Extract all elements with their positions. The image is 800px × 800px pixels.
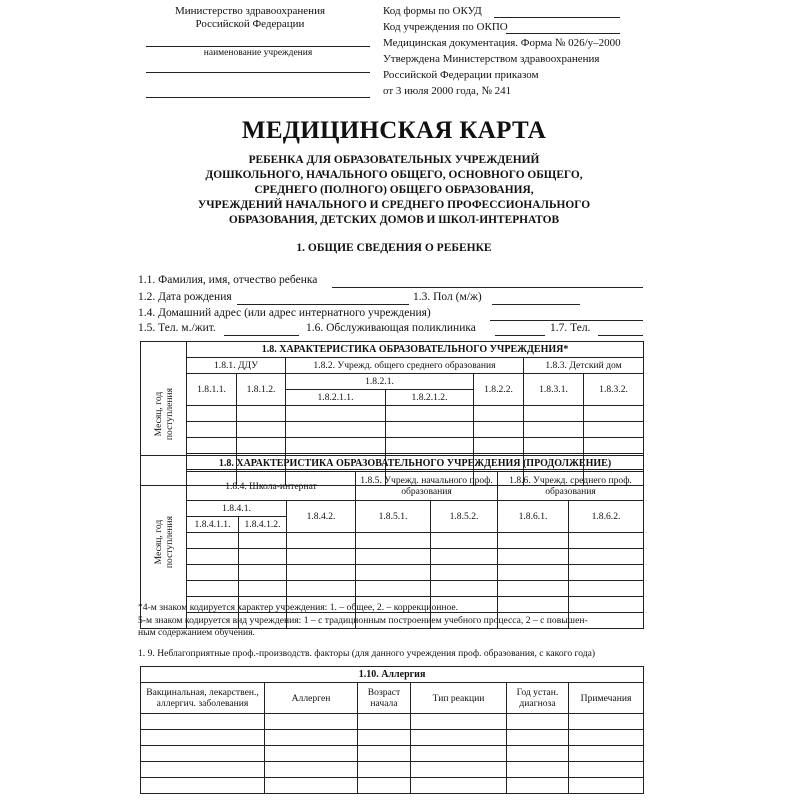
- table2-caption: 1.8. ХАРАКТЕРИСТИКА ОБРАЗОВАТЕЛЬНОГО УЧРЕЖДЕНИЯ (ПРОДОЛЖЕНИЕ): [187, 456, 644, 472]
- cell[interactable]: [474, 422, 524, 438]
- cell[interactable]: [569, 778, 644, 794]
- h-1-8-3-2: 1.8.3.2.: [584, 374, 644, 406]
- cell[interactable]: [358, 730, 411, 746]
- h-1-8-2-2: 1.8.2.2.: [474, 374, 524, 406]
- table2-side-label: Месяц, год поступления: [152, 515, 175, 569]
- institution-caption: наименование учреждения: [203, 48, 313, 58]
- h-1-8-5: [356, 472, 498, 501]
- cell[interactable]: [187, 422, 237, 438]
- cell[interactable]: [474, 438, 524, 454]
- cell[interactable]: [141, 746, 265, 762]
- document-title: МЕДИЦИНСКАЯ КАРТА: [241, 117, 547, 144]
- cell[interactable]: [237, 406, 286, 422]
- table-row: [141, 565, 644, 581]
- subtitle-line1: РЕБЕНКА ДЛЯ ОБРАЗОВАТЕЛЬНЫХ УЧРЕЖДЕНИЙ: [248, 154, 540, 166]
- cell[interactable]: [265, 762, 358, 778]
- field-1-4-label: 1.4. Домашний адрес (или адрес интернатного учреждения): [138, 307, 431, 319]
- cell[interactable]: [386, 438, 474, 454]
- cell[interactable]: [386, 422, 474, 438]
- cell[interactable]: [239, 533, 287, 549]
- cell[interactable]: [524, 406, 584, 422]
- allergy-col-notes: Примечания: [569, 683, 644, 714]
- cell[interactable]: [584, 422, 644, 438]
- h-1-8-5-1: 1.8.5.1.: [356, 501, 431, 533]
- subtitle-line3: СРЕДНЕГО (ПОЛНОГО) ОБЩЕГО ОБРАЗОВАНИЯ,: [254, 184, 534, 196]
- okpo-field[interactable]: [506, 33, 620, 34]
- h-1-8-4-2: 1.8.4.2.: [287, 501, 356, 533]
- cell[interactable]: [411, 762, 507, 778]
- field-1-3-label: 1.3. Пол (м/ж): [413, 291, 482, 303]
- form-page: [120, 0, 668, 800]
- cell[interactable]: [358, 746, 411, 762]
- h-1-8-5-text: 1.8.5. Учрежд. начального проф. образования: [360, 475, 493, 497]
- cell[interactable]: [239, 565, 287, 581]
- cell[interactable]: [141, 762, 265, 778]
- cell[interactable]: [265, 714, 358, 730]
- cell[interactable]: [584, 438, 644, 454]
- cell[interactable]: [286, 422, 386, 438]
- cell[interactable]: [141, 730, 265, 746]
- cell[interactable]: [411, 714, 507, 730]
- cell[interactable]: [286, 406, 386, 422]
- h-1-8-5-2: 1.8.5.2.: [431, 501, 498, 533]
- cell[interactable]: [141, 714, 265, 730]
- field-1-9-label: 1. 9. Неблагоприятные проф.-производств. факторы (для данного учреждения проф. образования, с какого года): [138, 648, 596, 659]
- field-1-2-label: 1.2. Дата рождения: [138, 291, 232, 303]
- h-1-8-4-1: 1.8.4.1.: [187, 501, 287, 517]
- field-1-1-label: 1.1. Фамилия, имя, отчество ребенка: [138, 274, 318, 286]
- h-1-8-6-1: 1.8.6.1.: [498, 501, 569, 533]
- cell[interactable]: [411, 778, 507, 794]
- cell[interactable]: [265, 778, 358, 794]
- h-1-8-3-1: 1.8.3.1.: [524, 374, 584, 406]
- allergy-col-onset-age: Возраст начала: [358, 683, 411, 714]
- cell[interactable]: [569, 714, 644, 730]
- h-1-8-4-1-2: 1.8.4.1.2.: [239, 517, 287, 533]
- cell[interactable]: [386, 406, 474, 422]
- h-1-8-2-1-2: 1.8.2.1.2.: [386, 390, 474, 406]
- cell[interactable]: [287, 533, 356, 549]
- cell[interactable]: [498, 549, 569, 565]
- cell[interactable]: [237, 438, 286, 454]
- h-1-8-2-1-1: 1.8.2.1.1.: [286, 390, 386, 406]
- h-1-8-1-2: 1.8.1.2.: [237, 374, 286, 406]
- cell[interactable]: [187, 549, 239, 565]
- cell[interactable]: [431, 533, 498, 549]
- cell[interactable]: [569, 746, 644, 762]
- cell[interactable]: [187, 533, 239, 549]
- cell[interactable]: [187, 406, 237, 422]
- table-row: [141, 533, 644, 549]
- table-row: [141, 714, 644, 730]
- h-1-8-3: 1.8.3. Детский дом: [524, 358, 644, 374]
- cell[interactable]: [356, 565, 431, 581]
- cell[interactable]: [286, 438, 386, 454]
- okpo-label: Код учреждения по ОКПО: [383, 21, 508, 33]
- footnote-3: ным содержанием обучения.: [138, 627, 255, 638]
- cell[interactable]: [507, 746, 569, 762]
- field-1-6-label: 1.6. Обслуживающая поликлиника: [306, 322, 476, 334]
- subtitle-line2: ДОШКОЛЬНОГО, НАЧАЛЬНОГО ОБЩЕГО, ОСНОВНОГО ОБЩЕГО,: [205, 169, 583, 181]
- cell[interactable]: [507, 730, 569, 746]
- approved-line1: Утверждена Министерством здравоохранения: [383, 53, 600, 65]
- cell[interactable]: [356, 581, 431, 597]
- cell[interactable]: [569, 533, 644, 549]
- h-1-8-1-1: 1.8.1.1.: [187, 374, 237, 406]
- h-1-8-4-1-1: 1.8.4.1.1.: [187, 517, 239, 533]
- cell[interactable]: [358, 778, 411, 794]
- cell[interactable]: [431, 565, 498, 581]
- subtitle-line4: УЧРЕЖДЕНИЙ НАЧАЛЬНОГО И СРЕДНЕГО ПРОФЕССИОНАЛЬНОГО: [197, 199, 591, 211]
- h-1-8-6-2: 1.8.6.2.: [569, 501, 644, 533]
- cell[interactable]: [287, 581, 356, 597]
- cell[interactable]: [569, 762, 644, 778]
- h-1-8-6: [498, 472, 644, 501]
- cell[interactable]: [356, 533, 431, 549]
- field-1-2-input[interactable]: [237, 304, 409, 305]
- okud-label: Код формы по ОКУД: [383, 5, 482, 17]
- okud-field[interactable]: [494, 17, 620, 18]
- cell[interactable]: [524, 438, 584, 454]
- cell[interactable]: [411, 746, 507, 762]
- cell[interactable]: [237, 422, 286, 438]
- field-1-7-label: 1.7. Тел.: [550, 322, 591, 334]
- allergy-col-diagnosis-year: Год устан. диагноза: [507, 683, 569, 714]
- field-1-3-input[interactable]: [492, 304, 580, 305]
- cell[interactable]: [569, 549, 644, 565]
- cell[interactable]: [507, 778, 569, 794]
- ministry-block: [160, 5, 340, 31]
- cell[interactable]: [265, 730, 358, 746]
- field-1-1-input[interactable]: [332, 287, 643, 288]
- field-1-5-input[interactable]: [224, 335, 299, 336]
- ministry-line2: Российской Федерации: [195, 18, 305, 30]
- ministry-line1: Министерство здравоохранения: [174, 5, 326, 17]
- cell[interactable]: [474, 406, 524, 422]
- table-row: [141, 762, 644, 778]
- cell[interactable]: [187, 581, 239, 597]
- cell[interactable]: [411, 730, 507, 746]
- cell[interactable]: [431, 581, 498, 597]
- table-row: [141, 581, 644, 597]
- table-row: [141, 746, 644, 762]
- table-row: [141, 422, 644, 438]
- cell[interactable]: [287, 565, 356, 581]
- h-1-8-1: 1.8.1. ДДУ: [187, 358, 286, 374]
- cell[interactable]: [569, 730, 644, 746]
- cell[interactable]: [498, 581, 569, 597]
- cell[interactable]: [358, 714, 411, 730]
- field-1-4-input[interactable]: [490, 320, 643, 321]
- approved-line3: от 3 июля 2000 года, № 241: [383, 85, 512, 97]
- subtitle-line5: ОБРАЗОВАНИЯ, ДЕТСКИХ ДОМОВ И ШКОЛ-ИНТЕРНАТОВ: [228, 214, 560, 226]
- cell[interactable]: [584, 406, 644, 422]
- cell[interactable]: [431, 549, 498, 565]
- cell[interactable]: [187, 565, 239, 581]
- institution-line-2[interactable]: [146, 72, 370, 73]
- allergy-caption: 1.10. Аллергия: [141, 667, 644, 683]
- allergy-col-allergen: Аллерген: [265, 683, 358, 714]
- cell[interactable]: [141, 778, 265, 794]
- table-row: [141, 730, 644, 746]
- h-1-8-4: 1.8.4. Школа-интернат: [187, 472, 356, 501]
- cell[interactable]: [287, 549, 356, 565]
- footnote-2: 5-м знаком кодируется вид учреждения: 1 – с традиционным построением учебного процесса, 2 – с повышен-: [138, 615, 588, 626]
- cell[interactable]: [498, 533, 569, 549]
- cell[interactable]: [239, 549, 287, 565]
- cell[interactable]: [507, 762, 569, 778]
- cell[interactable]: [187, 438, 237, 454]
- form-number: Медицинская документация. Форма № 026/у–2000: [383, 37, 621, 49]
- cell[interactable]: [239, 581, 287, 597]
- table1-caption: 1.8. ХАРАКТЕРИСТИКА ОБРАЗОВАТЕЛЬНОГО УЧРЕЖДЕНИЯ*: [187, 342, 644, 358]
- cell[interactable]: [524, 422, 584, 438]
- allergy-col-reaction-type: Тип реакции: [411, 683, 507, 714]
- table-row: [141, 549, 644, 565]
- cell[interactable]: [569, 581, 644, 597]
- cell[interactable]: [265, 746, 358, 762]
- table-row: [141, 406, 644, 422]
- cell[interactable]: [356, 549, 431, 565]
- institution-line-3[interactable]: [146, 97, 370, 98]
- table1-side-label: Месяц, год поступления: [152, 387, 175, 440]
- approved-line2: Российской Федерации приказом: [383, 69, 539, 81]
- table-row: [141, 438, 644, 454]
- cell[interactable]: [498, 565, 569, 581]
- footnote-1: *4-м знаком кодируется характер учреждения: 1. – общее, 2. – коррекционное.: [138, 602, 459, 613]
- table-row: [141, 778, 644, 794]
- cell[interactable]: [498, 597, 569, 613]
- cell[interactable]: [569, 565, 644, 581]
- field-1-7-input[interactable]: [598, 335, 643, 336]
- cell[interactable]: [569, 597, 644, 613]
- cell[interactable]: [358, 762, 411, 778]
- field-1-5-label: 1.5. Тел. м./жит.: [138, 322, 216, 334]
- section1-heading: 1. ОБЩИЕ СВЕДЕНИЯ О РЕБЕНКЕ: [296, 242, 492, 254]
- h-1-8-2-1: 1.8.2.1.: [286, 374, 474, 390]
- cell[interactable]: [507, 714, 569, 730]
- document-subtitle: [120, 153, 668, 228]
- allergy-col-diseases: Вакцинальная, лекарствен., аллергич. заболевания: [141, 683, 265, 714]
- table-allergy: [140, 666, 644, 794]
- h-1-8-6-text: 1.8.6. Учрежд. среднего проф. образования: [509, 475, 632, 497]
- h-1-8-2: 1.8.2. Учрежд. общего среднего образования: [286, 358, 524, 374]
- field-1-6-input[interactable]: [495, 335, 545, 336]
